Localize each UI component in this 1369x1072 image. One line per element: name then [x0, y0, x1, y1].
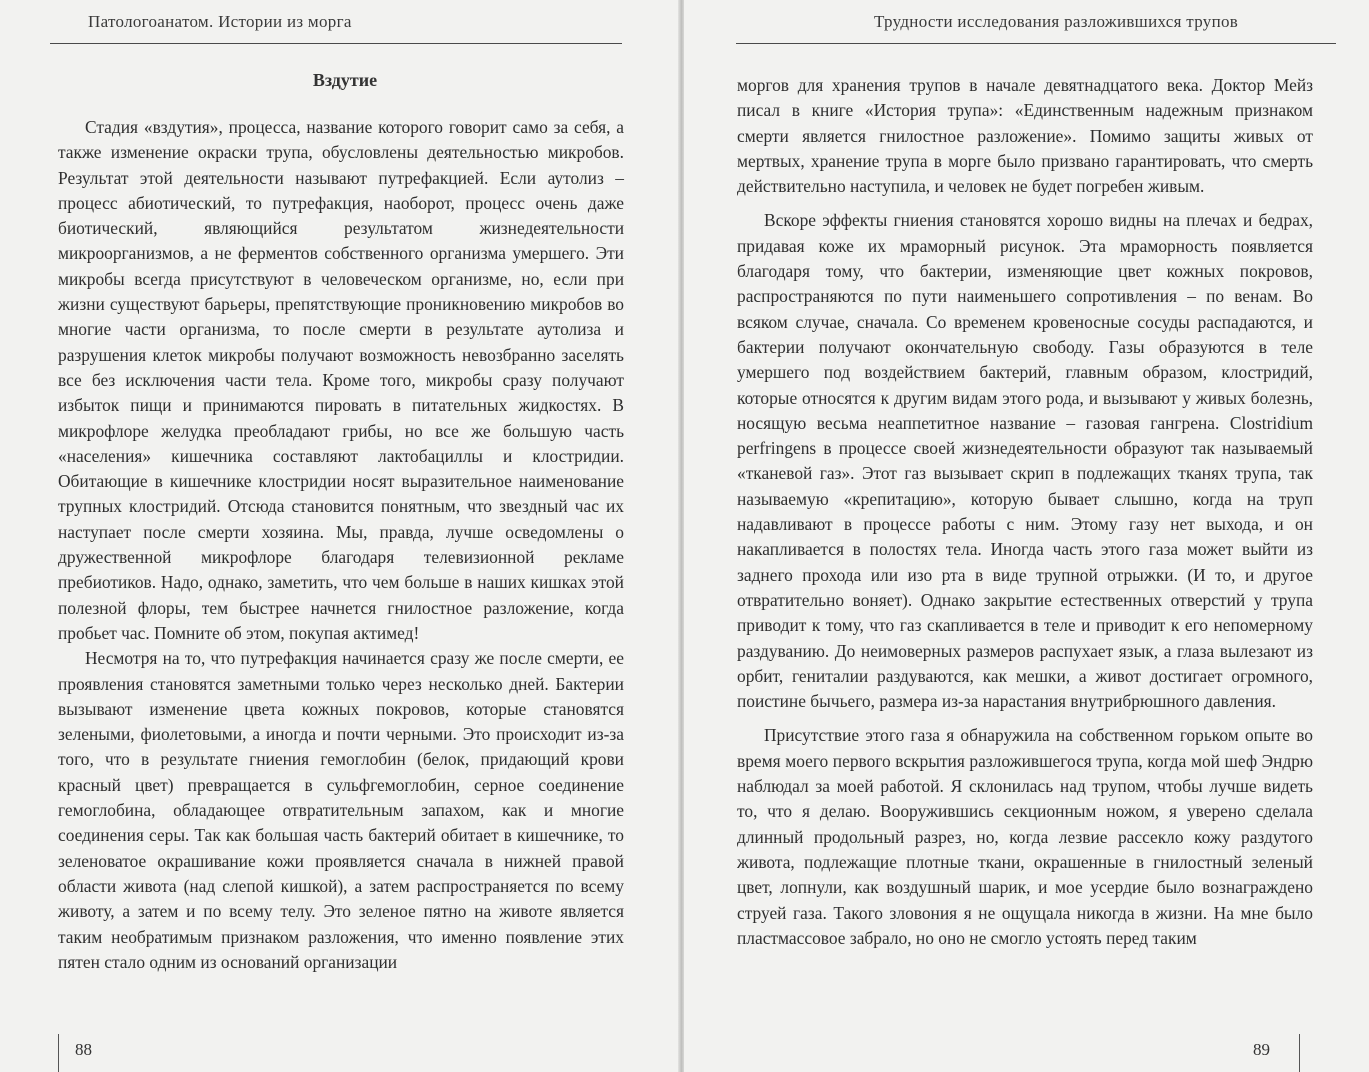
right-header-rule — [736, 43, 1336, 44]
right-folio-rule — [1299, 1034, 1300, 1072]
left-page — [0, 0, 680, 1072]
left-paragraph-2: Несмотря на то, что путрефакция начинается сразу же после смерти, ее проявления становятся заметными только через несколько дней. Бактерии вызывают изменение цвета кожных покровов, которые становятся зелеными, фиолетовыми, а иногда и почти черными. Это происходит из-за того, что в результате гниения гемоглобин (белок, придающий крови красный цвет) превращается в сульфгемоглобин, серное соединение гемоглобина, обладающее отвратительным запахом, как и многие соединения серы. Так как большая часть бактерий обитает в кишечнике, то зеленоватое окрашивание кожи проявляется сначала в нижней правой области живота (над слепой кишкой), а затем распространяется по всему животу, а затем и по всему телу. Это зеленое пятно на животе является таким необратимым признаком разложения, что именно появление этих пятен стало одним из оснований организации — [58, 648, 624, 972]
right-paragraph-3: Присутствие этого газа я обнаружила на собственном горьком опыте во время моего первого вскрытия разложившегося трупа, когда мой шеф Эндрю наблюдал за моей работой. Я склонилась над трупом, чтобы лучше видеть то, что я делаю. Вооружившись секционным ножом, я уверено сделала длинный продольный разрез, но, когда лезвие рассекло кожу раздутого живота, подлежащие плотные ткани, окрашенные в гнилостный зеленый цвет, лопнули, как воздушный шарик, и мое усердие было вознаграждено струей газа. Такого зловония я не ощущала никогда в жизни. На мне было пластмассовое забрало, но оно не смогло устоять перед таким — [737, 725, 1313, 948]
right-paragraph-1: моргов для хранения трупов в начале девятнадцатого века. Доктор Мейз писал в книге «История трупа»: «Единственным надежным признаком смерти является гнилостное разложение». Помимо защиты живых от мертвых, хранение трупа в морге было призвано гарантировать, что смерть действительно наступила, и человек не будет погребен живым. — [737, 75, 1313, 197]
left-paragraph-1: Стадия «вздутия», процесса, название которого говорит само за себя, а также изменение окраски трупа, обусловлены деятельностью микробов. Результат этой деятельности называют путрефакцией. Если аутолиз – процесс абиотический, то путрефакция, наоборот, процесс очень даже биотический, являющийся результатом жизнедеятельности микроорганизмов, а не ферментов собственного организма умершего. Эти микробы всегда присутствуют в человеческом организме, но, если при жизни существуют барьеры, препятствующие проникновению микробов во многие части организма, то после смерти в результате аутолиза и разрушения клеток микробы получают возможность невозбранно заселять все без исключения части тела. Кроме того, микробы сразу получают избыток пищи и принимаются пировать в питательных жидкостях. В микрофлоре желудка преобладают грибы, но все же большую часть «населения» кишечника составляют лактобациллы и клостридии. Обитающие в кишечнике клостридии носят выразительное наименование трупных клостридий. Отсюда становится понятным, что звездный час их наступает после смерти хозяина. Мы, правда, лучше осведомлены о дружественной микрофлоре благодаря телевизионной рекламе пребиотиков. Надо, однако, заметить, что чем больше в наших кишках этой полезной флоры, тем быстрее начнется гнилостное разложение, когда пробьет час. Помните об этом, покупая актимед! — [58, 117, 624, 643]
left-body-text — [58, 115, 624, 975]
right-running-head: Трудности исследования разложившихся трупов — [874, 12, 1239, 31]
right-body-text — [737, 73, 1313, 951]
left-folio-rule — [58, 1034, 59, 1072]
section-heading: Вздутие — [312, 70, 378, 90]
left-header-rule — [50, 43, 622, 44]
right-page — [684, 0, 1369, 1072]
right-page-number: 89 — [1253, 1040, 1270, 1059]
right-paragraph-2: Вскоре эффекты гниения становятся хорошо видны на плечах и бедрах, придавая коже их мраморный рисунок. Эта мраморность появляется благодаря тому, что бактерии, изменяющие цвет кожных покровов, распространяются по пути наименьшего сопротивления – по венам. Во всяком случае, сначала. Со временем кровеносные сосуды распадаются, и бактерии получают окончательную свободу. Газы образуются в теле умершего под воздействием бактерий, главным образом, клостридий, которые относятся к другим видам этого рода, и вызывают у живых болезнь, носящую весьма неаппетитное название – газовая гангрена. Clostridium perfringens в процессе своей жизнедеятельности образуют так называемый «тканевой газ». Этот газ вызывает скрип в подлежащих тканях трупа, так называемую «крепитацию», которую бывает слышно, когда на труп надавливают в процессе работы с ним. Этому газу нет выхода, и он накапливается в полостях тела. Иногда часть этого газа может выйти из заднего прохода или изо рта в виде трупной отрыжки. (И то, и другое отвратительно воняет). Однако закрытие естественных отверстий у трупа приводит к тому, что газ скапливается в теле и приводит к его непомерному раздуванию. До неимоверных размеров распухает язык, а глаза вылезают из орбит, гениталии раздуваются, как мешки, а живот достигает огромного, поистине бычьего, размера из-за нарастания внутрибрюшного давления. — [737, 210, 1313, 712]
left-page-number: 88 — [75, 1040, 92, 1059]
left-running-head: Патологоанатом. Истории из морга — [88, 12, 352, 31]
